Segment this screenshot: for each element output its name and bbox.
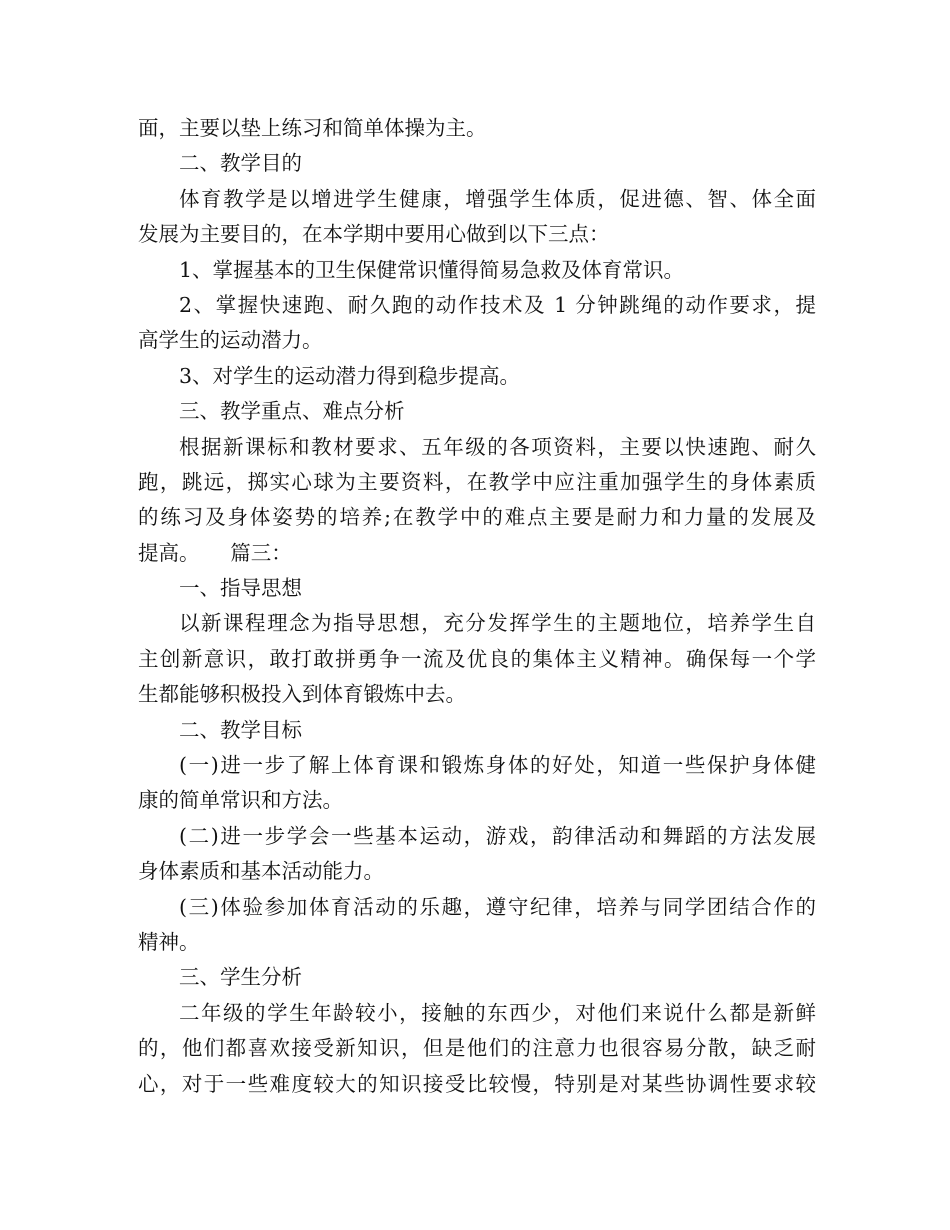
text-line: 二年级的学生年龄较小，接触的东西少，对他们来说什么都是新鲜 xyxy=(179,1000,816,1025)
text-line: 生都能够积极投入到体育锻炼中去。 xyxy=(138,682,466,707)
document-body xyxy=(138,111,816,1102)
text-line: 2、掌握快速跑、耐久跑的动作技术及 1 分钟跳绳的动作要求，提 xyxy=(179,292,816,317)
text-line: 提高。 篇三： xyxy=(138,540,292,565)
text-line: 1、掌握基本的卫生保健常识懂得简易急救及体育常识。 xyxy=(179,257,685,282)
text-line: 的练习及身体姿势的培养;在教学中的难点主要是耐力和力量的发展及 xyxy=(138,505,816,530)
text-line: (一)进一步了解上体育课和锻炼身体的好处，知道一些保护身体健 xyxy=(179,753,816,778)
text-line: 发展为主要目的，在本学期中要用心做到以下三点： xyxy=(138,222,610,247)
text-line: 以新课程理念为指导思想，充分发挥学生的主题地位，培养学生自 xyxy=(179,611,816,636)
text-line: 康的简单常识和方法。 xyxy=(138,788,343,813)
text-line: 三、教学重点、难点分析 xyxy=(179,399,405,424)
text-line: 精神。 xyxy=(138,929,200,954)
text-line: 身体素质和基本活动能力。 xyxy=(138,859,384,884)
text-line: 3、对学生的运动潜力得到稳步提高。 xyxy=(179,363,521,388)
text-line: 根据新课标和教材要求、五年级的各项资料，主要以快速跑、耐久 xyxy=(179,434,816,459)
text-line: (三)体验参加体育活动的乐趣，遵守纪律，培养与同学团结合作的 xyxy=(179,894,816,919)
text-line: 一、指导思想 xyxy=(179,576,302,601)
text-line: 面，主要以垫上练习和简单体操为主。 xyxy=(138,116,487,140)
text-line: 三、学生分析 xyxy=(179,965,302,990)
text-line: 心，对于一些难度较大的知识接受比较慢，特别是对某些协调性要求较 xyxy=(138,1071,816,1096)
text-line: 体育教学是以增进学生健康，增强学生体质，促进德、智、体全面 xyxy=(179,186,816,211)
text-line: 的，他们都喜欢接受新知识，但是他们的注意力也很容易分散，缺乏耐 xyxy=(138,1036,816,1061)
text-line: 二、教学目的 xyxy=(179,151,302,176)
text-line: 主创新意识，敢打敢拼勇争一流及优良的集体主义精神。确保每一个学 xyxy=(138,646,816,671)
text-line: 二、教学目标 xyxy=(179,717,302,742)
text-line: 跑，跳远，掷实心球为主要资料，在教学中应注重加强学生的身体素质 xyxy=(138,469,816,494)
text-line: (二)进一步学会一些基本运动，游戏，韵律活动和舞蹈的方法发展 xyxy=(179,823,816,848)
text-line: 高学生的运动潜力。 xyxy=(138,328,323,353)
